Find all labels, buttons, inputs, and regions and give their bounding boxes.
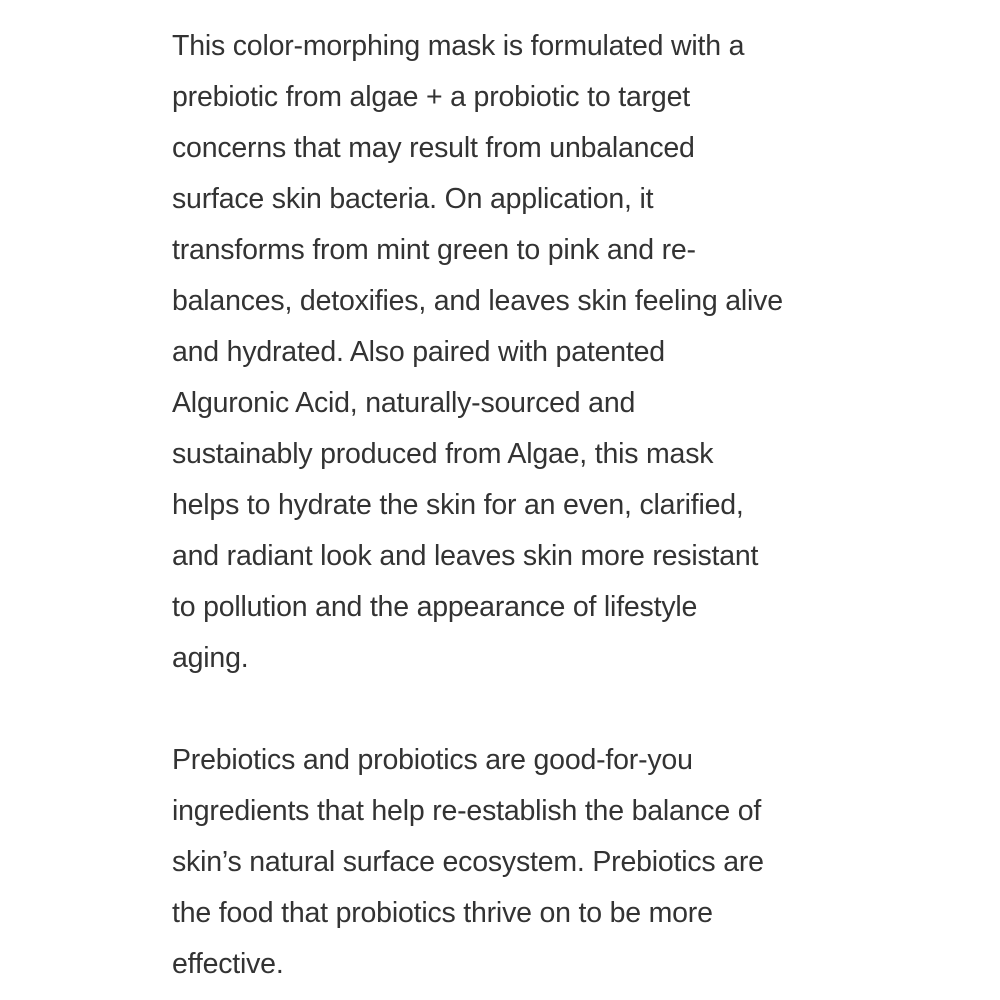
text-line: and hydrated. Also paired with patented [172,336,665,368]
text-line: the food that probiotics thrive on to be more [172,897,713,929]
text-line: and radiant look and leaves skin more resistant [172,540,759,572]
text-line: effective. [172,948,284,980]
paragraph-spacer [172,684,853,735]
text-line: Prebiotics and probiotics are good-for-you [172,744,693,776]
text-line: helps to hydrate the skin for an even, clarified, [172,489,744,521]
text-line: concerns that may result from unbalanced [172,132,695,164]
text-line: surface skin bacteria. On application, it [172,183,654,215]
text-line: transforms from mint green to pink and re- [172,234,696,266]
description-paragraph-1 [172,21,853,684]
text-line: Alguronic Acid, naturally-sourced and [172,387,636,419]
text-line: skin’s natural surface ecosystem. Prebiotics are [172,846,764,878]
product-description [172,21,853,990]
text-line: This color-morphing mask is formulated with a [172,30,745,62]
text-line: aging. [172,642,249,674]
text-line: sustainably produced from Algae, this mask [172,438,714,470]
text-line: to pollution and the appearance of lifestyle [172,591,698,623]
text-line: prebiotic from algae + a probiotic to target [172,81,690,113]
text-line: balances, detoxifies, and leaves skin feeling alive [172,285,783,317]
text-line: ingredients that help re-establish the balance of [172,795,762,827]
description-paragraph-2 [172,735,853,990]
